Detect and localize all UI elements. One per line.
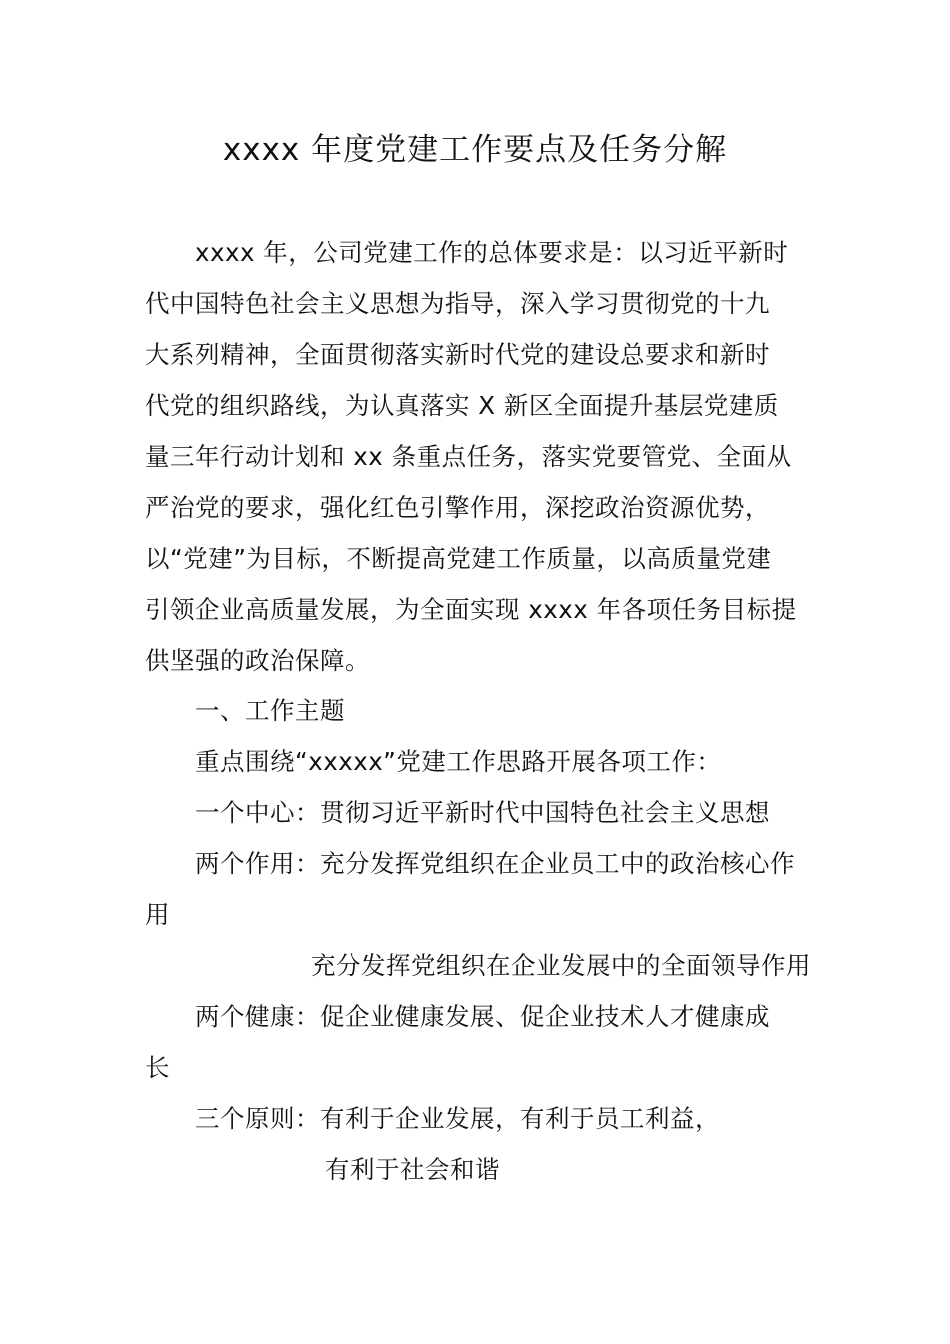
intro-line-3: 大系列精神，全面贯彻落实新时代党的建设总要求和新时 — [145, 340, 770, 369]
health-line: 两个健康：促企业健康发展、促企业技术人才健康成 — [195, 1002, 770, 1031]
roles-line-1: 两个作用：充分发挥党组织在企业员工中的政治核心作 — [195, 849, 795, 878]
section-heading: 一、工作主题 — [195, 696, 345, 725]
principles-line: 三个原则：有利于企业发展，有利于员工利益， — [195, 1104, 720, 1133]
roles-line-1-wrap: 用 — [145, 900, 170, 929]
intro-line-9: 供坚强的政治保障。 — [145, 646, 370, 675]
intro-line-7: 以“党建”为目标，不断提高党建工作质量，以高质量党建 — [145, 544, 772, 573]
intro-line-1: xxxx 年，公司党建工作的总体要求是：以习近平新时 — [195, 238, 789, 267]
health-line-wrap: 长 — [145, 1053, 170, 1082]
document-title: xxxx 年度党建工作要点及任务分解 — [222, 132, 728, 168]
intro-line-4: 代党的组织路线，为认真落实 X 新区全面提升基层党建质 — [145, 391, 779, 420]
theme-intro: 重点围绕“xxxxx”党建工作思路开展各项工作： — [195, 747, 722, 776]
principles-line-2: 有利于社会和谐 — [325, 1155, 500, 1184]
roles-line-2: 充分发挥党组织在企业发展中的全面领导作用 — [311, 951, 811, 980]
center-line: 一个中心：贯彻习近平新时代中国特色社会主义思想 — [195, 798, 770, 827]
intro-line-8: 引领企业高质量发展，为全面实现 xxxx 年各项任务目标提 — [145, 595, 797, 624]
intro-line-5: 量三年行动计划和 xx 条重点任务，落实党要管党、全面从 — [145, 442, 792, 471]
intro-line-2: 代中国特色社会主义思想为指导，深入学习贯彻党的十九 — [145, 289, 770, 318]
intro-line-6: 严治党的要求，强化红色引擎作用，深挖政治资源优势， — [145, 493, 770, 522]
